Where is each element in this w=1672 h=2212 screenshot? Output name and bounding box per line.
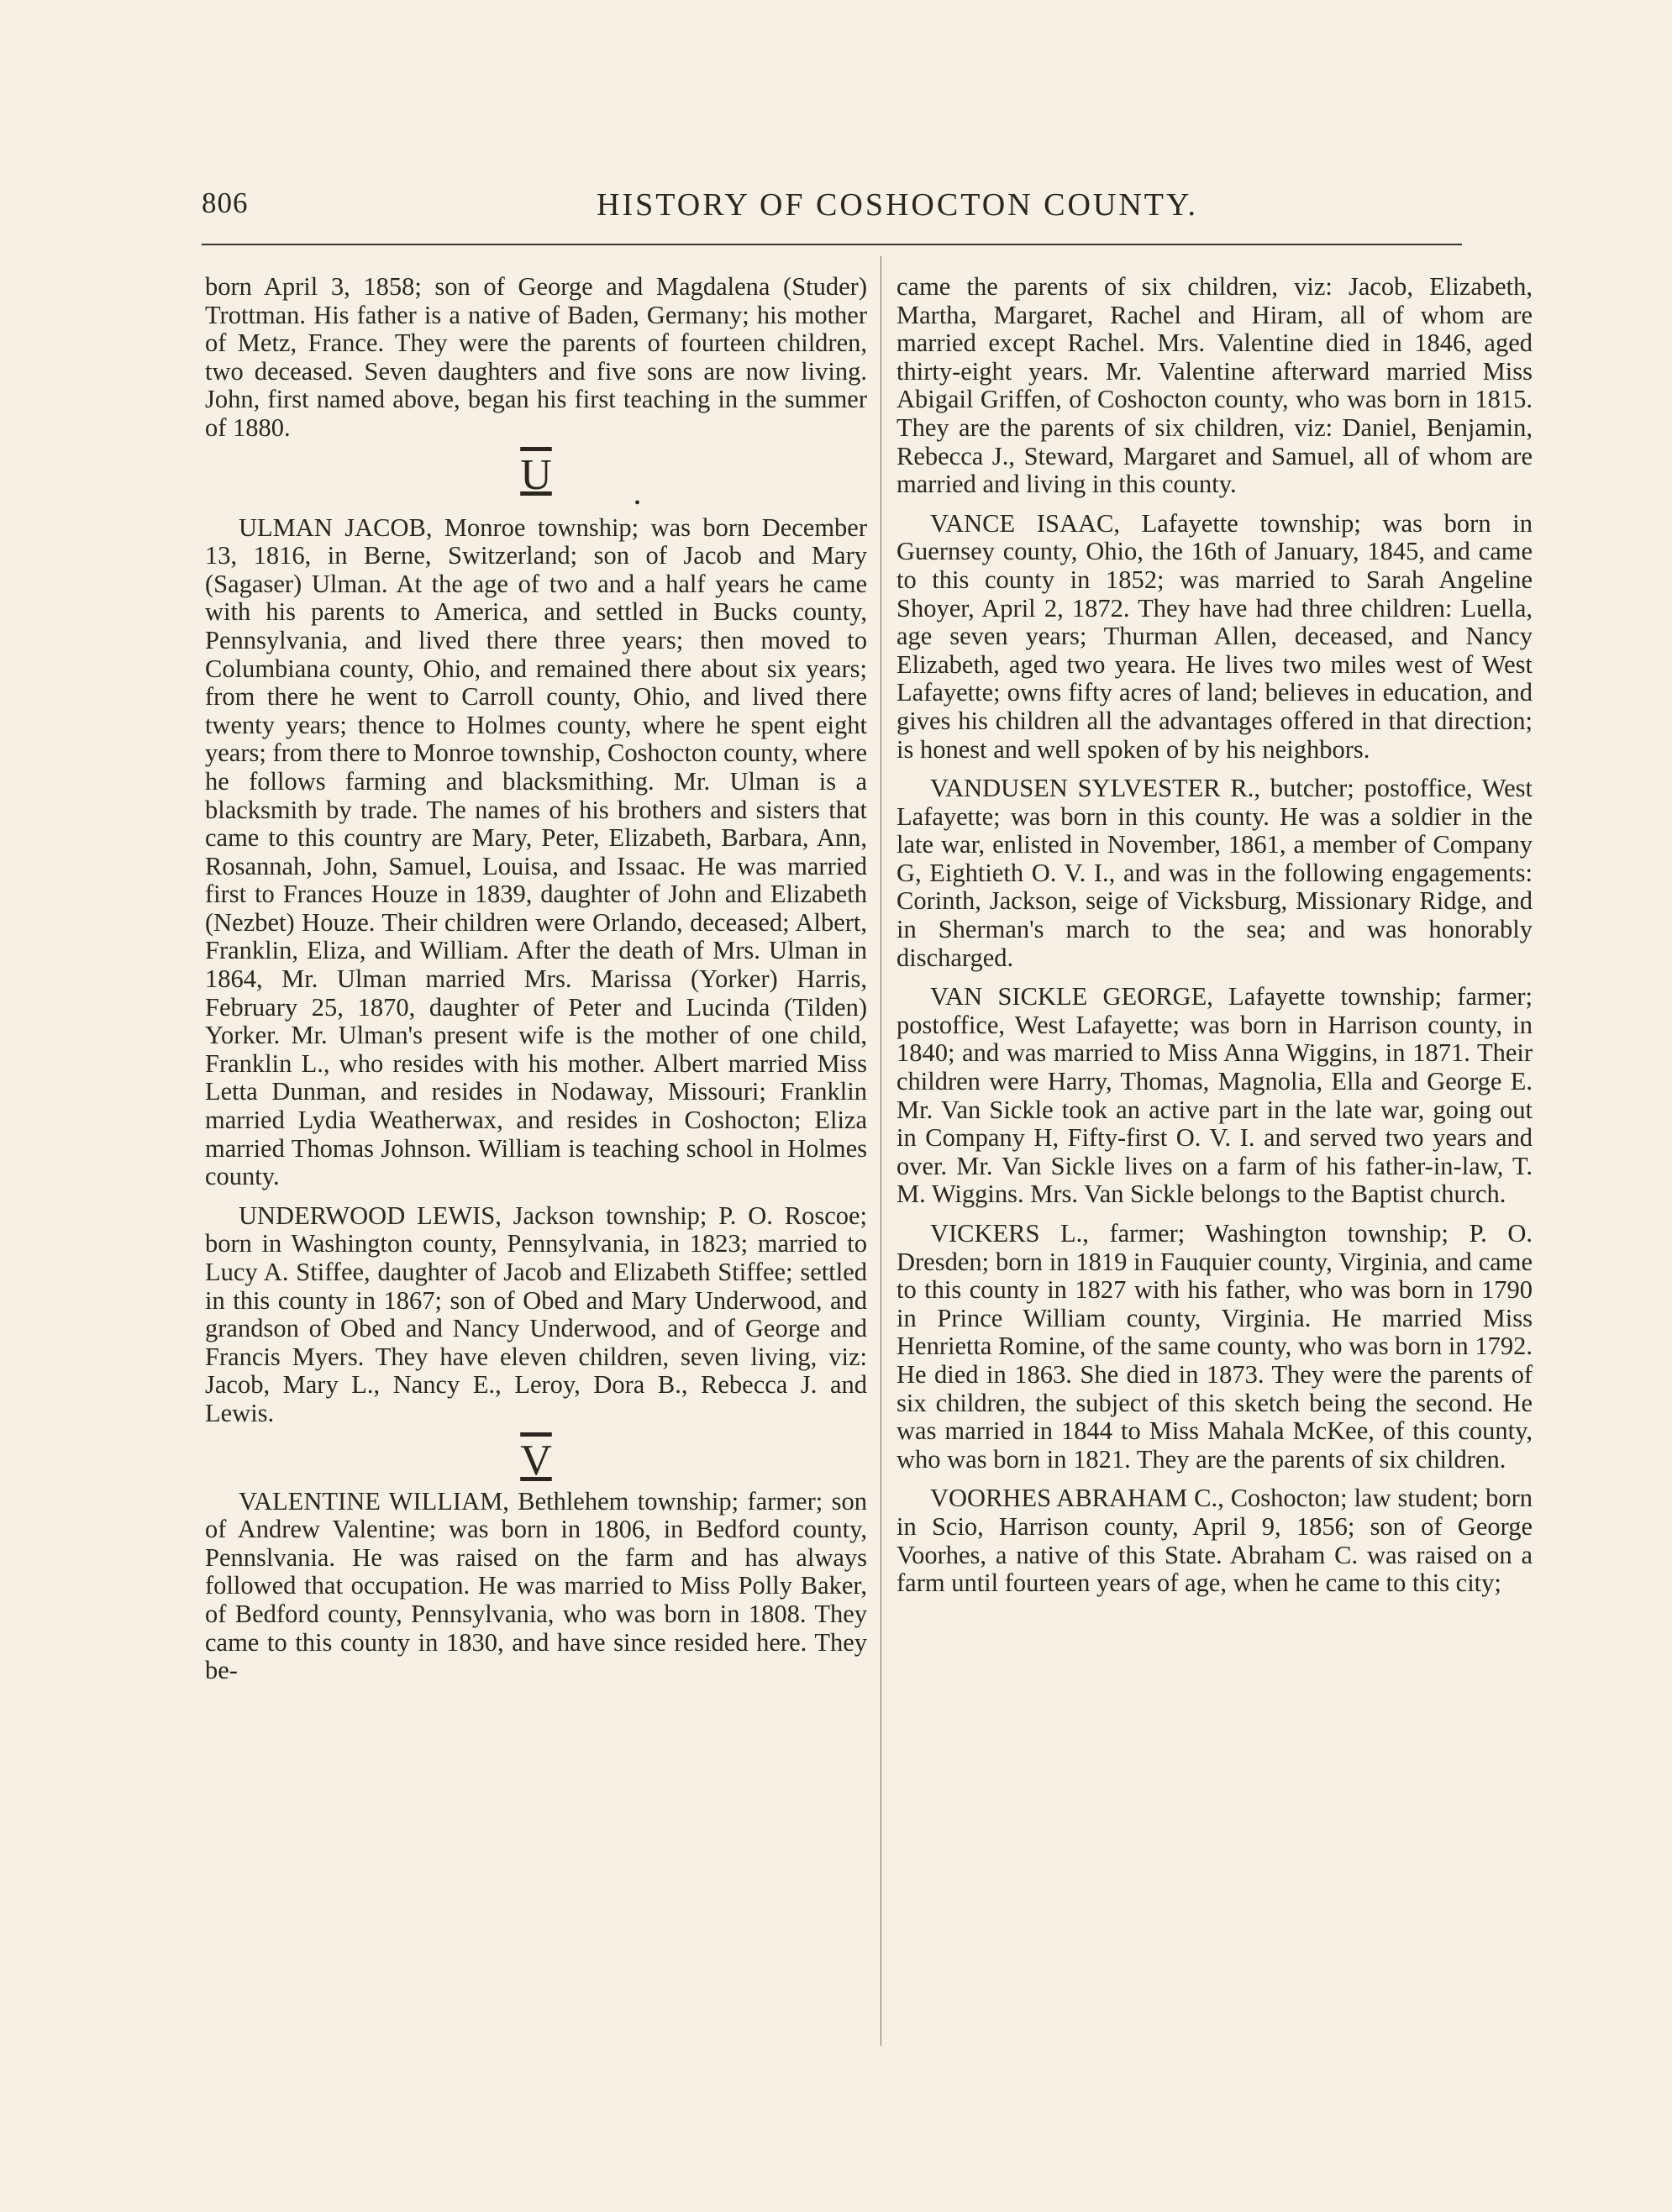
page-number: 806 (202, 187, 249, 219)
entry-vandusen-sylvester: VANDUSEN SYLVESTER R., butcher; postoffice, West Lafayette; was born in this county. He was a soldier in the late war, enlisted in November, 1861, a member of Company G, Eightieth O. V. I., and was in the following engagements: Corinth, Jackson, seige of Vicksburg, Missionary Ridge, and in Sherman's march to the sea; and was honorably discharged. (896, 774, 1533, 972)
left-column (205, 273, 867, 1696)
entry-ulman-jacob: ULMAN JACOB, Monroe township; was born December 13, 1816, in Berne, Switzerland; son of Jacob and Mary (Sagaser) Ulman. At the age of two and a half years he came with his parents to America, and settled in Bucks county, Pennsylvania, and lived there three years; then moved to Columbiana county, Ohio, and remained there about six years; from there he went to Carroll county, Ohio, and lived there twenty years; thence to Holmes county, where he spent eight years; from there to Monroe township, Coshocton county, where he follows farming and blacksmithing. Mr. Ulman is a blacksmith by trade. The names of his brothers and sisters that came to this country are Mary, Peter, Elizabeth, Barbara, Ann, Rosannah, John, Samuel, Louisa, and Issaac. He was married first to Frances Houze in 1839, daughter of John and Elizabeth (Nezbet) Houze. Their children were Orlando, deceased; Albert, Franklin, Eliza, and William. After the death of Mrs. Ulman in 1864, Mr. Ulman married Mrs. Marissa (Yorker) Harris, February 25, 1870, daughter of Peter and Lucinda (Tilden) Yorker. Mr. Ulman's present wife is the mother of one child, Franklin L., who resides with his mother. Albert married Miss Letta Dunman, and resides in Nodaway, Missouri; Franklin married Lydia Weatherwax, and resides in Coshocton; Eliza married Thomas Johnson. William is teaching school in Holmes county. (205, 512, 867, 1191)
entry-vance-isaac: VANCE ISAAC, Lafayette township; was born in Guernsey county, Ohio, the 16th of January, 1845, and came to this county in 1852; was married to Sarah Angeline Shoyer, April 2, 1872. They have had three children: Luella, age seven years; Thurman Allen, deceased, and Nancy Elizabeth, aged two yeara. He lives two miles west of West Lafayette; owns fifty acres of land; believes in education, and gives his children all the advantages offered in that direction; is honest and well spoken of by his neighbors. (896, 508, 1533, 764)
section-letter-u: U (520, 450, 552, 499)
entry-van-sickle-george: VAN SICKLE GEORGE, Lafayette township; farmer; postoffice, West Lafayette; was born in Harrison county, in 1840; and was married to Miss Anna Wiggins, in 1871. Their children were Harry, Thomas, Magnolia, Ella and George E. Mr. Van Sickle took an active part in the late war, going out in Company H, Fifty-first O. V. I. and served two years and over. Mr. Van Sickle lives on a farm of his father-in-law, T. M. Wiggins. Mrs. Van Sickle belongs to the Baptist church. (896, 982, 1533, 1209)
entry-valentine-william: VALENTINE WILLIAM, Bethlehem township; farmer; son of Andrew Valentine; was born in 1806, in Bedford county, Pennslvania. He was raised on the farm and has always followed that occupation. He was married to Miss Polly Baker, of Bedford county, Pennsylvania, who was born in 1808. They came to this county in 1830, and have since resided here. They be- (205, 1486, 867, 1685)
bullet-mark: • (634, 493, 640, 512)
running-title: HISTORY OF COSHOCTON COUNTY. (597, 187, 1199, 223)
entry-voorhes-abraham: VOORHES ABRAHAM C., Coshocton; law student; born in Scio, Harrison county, April 9, 1856; son of George Voorhes, a native of this State. Abraham C. was raised on a farm until fourteen years of age, when he came to this city; (896, 1484, 1533, 1598)
entry-vickers-l: VICKERS L., farmer; Washington township; P. O. Dresden; born in 1819 in Fauquier county, Virginia, and came to this county in 1827 with his father, who was born in 1790 in Prince William county, Virginia. He married Miss Henrietta Romine, of the same county, who was born in 1792. He died in 1863. She died in 1873. They were the parents of six children, the subject of this sketch being the second. He was married in 1844 to Miss Mahala McKee, of this county, who was born in 1821. They are the parents of six children. (896, 1219, 1533, 1474)
section-letter-v: V (520, 1436, 552, 1484)
paragraph-valentine-continuation: came the parents of six children, viz: Jacob, Elizabeth, Martha, Margaret, Rachel and Hiram, all of whom are married except Rachel. Mrs. Valentine died in 1846, aged thirty-eight years. Mr. Valentine afterward married Miss Abigail Griffen, of Coshocton county, who was born in 1815. They are the parents of six children, viz: Daniel, Benjamin, Rebecca J., Steward, Margaret and Samuel, all of whom are married and living in this county. (896, 272, 1533, 499)
header-rule (202, 244, 1462, 245)
paragraph-trottman-continuation: born April 3, 1858; son of George and Magdalena (Studer) Trottman. His father is a native of Baden, Germany; his mother of Metz, France. They were the parents of fourteen children, two deceased. Seven daughters and five sons are now living. John, first named above, began his first teaching in the summer of 1880. (205, 272, 867, 442)
entry-underwood-lewis: UNDERWOOD LEWIS, Jackson township; P. O. Roscoe; born in Washington county, Pennsylvania, in 1823; married to Lucy A. Stiffee, daughter of Jacob and Elizabeth Stiffee; settled in this county in 1867; son of Obed and Mary Underwood, and grandson of Obed and Nancy Underwood, and of George and Francis Myers. They have eleven children, seven living, viz: Jacob, Mary L., Nancy E., Leroy, Dora B., Rebecca J. and Lewis. (205, 1201, 867, 1427)
page-header (202, 187, 1462, 237)
right-column (896, 273, 1533, 1609)
